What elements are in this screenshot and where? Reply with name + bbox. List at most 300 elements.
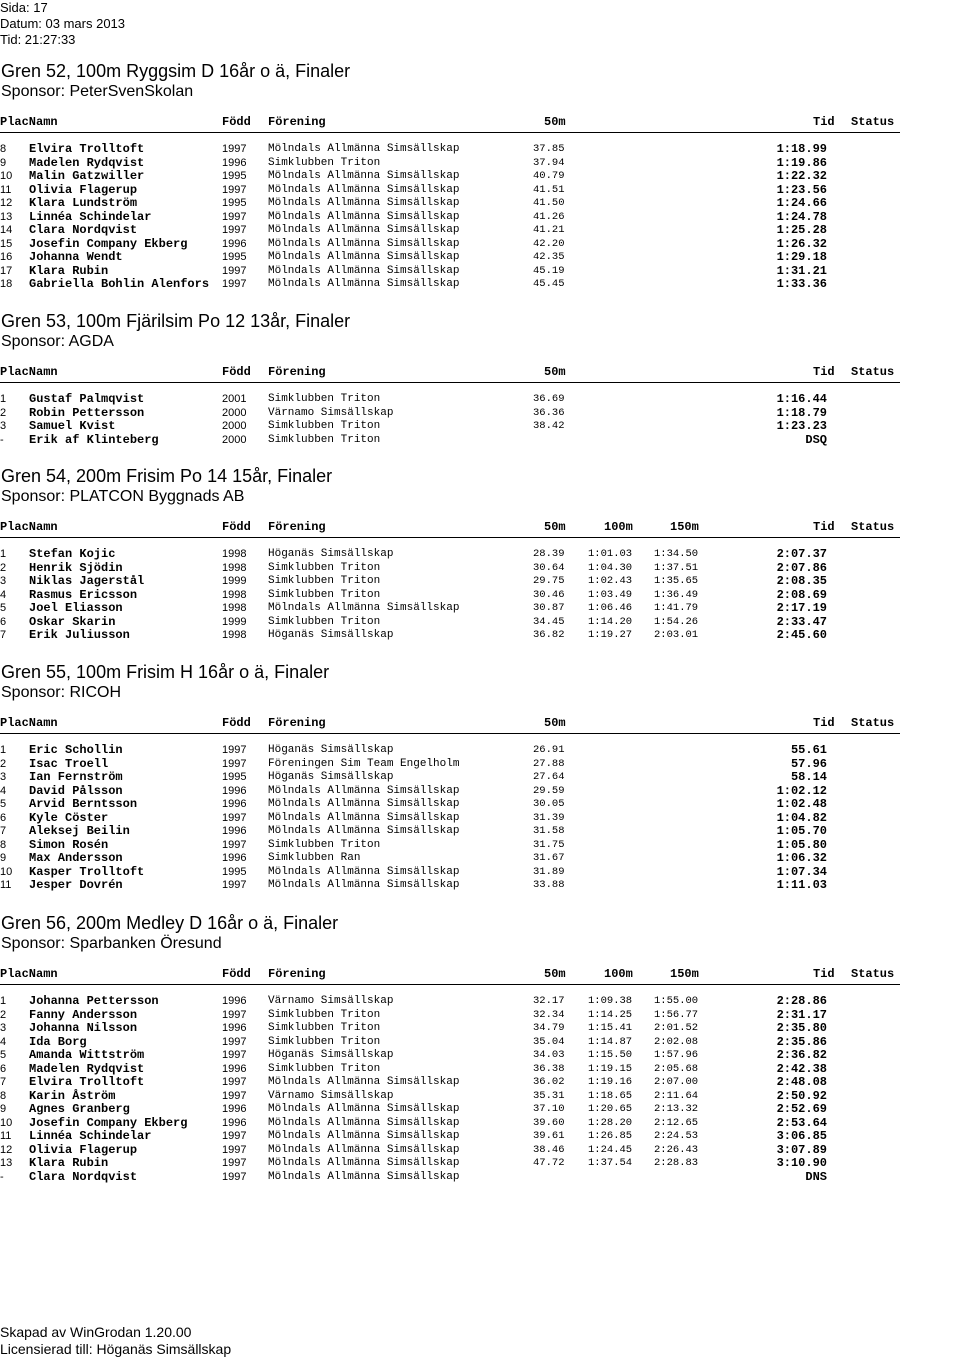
birth-year: 1997	[222, 264, 247, 277]
split-150m: 1:54.26	[654, 615, 699, 628]
split-150m: 1:56.77	[654, 1008, 699, 1021]
split-100m: 1:19.15	[588, 1062, 633, 1075]
club-name: Mölndals Allmänna Simsällskap	[268, 1076, 460, 1088]
result-row	[0, 879, 960, 893]
result-rows	[0, 995, 960, 1184]
placing: -	[0, 433, 4, 446]
col-forening: Förening	[268, 365, 326, 379]
placing: 1	[0, 393, 7, 405]
split-150m: 1:34.50	[654, 548, 699, 560]
final-time: 3:07.89	[776, 1142, 827, 1157]
placing: 4	[0, 1035, 7, 1048]
placing: 8	[0, 838, 7, 851]
club-name: Simklubben Triton	[268, 575, 381, 587]
split-50m: 30.87	[533, 602, 565, 614]
split-50m: 38.42	[533, 420, 565, 432]
birth-year: 1998	[222, 548, 247, 560]
swimmer-name: Linnéa Schindelar	[29, 209, 152, 224]
final-time: 2:50.92	[776, 1088, 827, 1103]
swimmer-name: Aleksej Beilin	[29, 824, 130, 838]
club-name: Simklubben Triton	[268, 1035, 381, 1048]
result-row	[0, 407, 960, 421]
final-time: 58.14	[790, 770, 827, 784]
result-row	[0, 852, 960, 866]
placing: 7	[0, 629, 7, 641]
birth-year: 1997	[222, 1076, 247, 1088]
split-50m: 36.69	[533, 393, 565, 405]
club-name: Mölndals Allmänna Simsällskap	[268, 798, 460, 810]
swimmer-name: Ida Borg	[29, 1034, 87, 1049]
event-section	[0, 61, 960, 292]
placing: 2	[0, 406, 7, 419]
swimmer-name: Rasmus Ericsson	[29, 587, 138, 602]
swimmer-name: Robin Pettersson	[29, 405, 145, 420]
split-100m: 1:24.45	[588, 1143, 633, 1156]
placing: 1	[0, 744, 7, 756]
birth-year: 1996	[222, 1062, 247, 1075]
split-100m: 1:14.87	[588, 1035, 633, 1048]
club-name: Värnamo Simsällskap	[268, 1089, 394, 1102]
birth-year: 1997	[222, 879, 247, 891]
final-time: 1:23.23	[776, 419, 827, 433]
club-name: Mölndals Allmänna Simsällskap	[268, 183, 460, 196]
result-row	[0, 184, 960, 198]
club-name: Mölndals Allmänna Simsällskap	[268, 278, 460, 290]
birth-year: 2000	[222, 433, 247, 446]
split-100m: 1:26.85	[588, 1130, 633, 1142]
club-name: Simklubben Triton	[268, 433, 381, 446]
header-rule	[0, 984, 900, 985]
club-name: Simklubben Triton	[268, 561, 381, 574]
result-rows	[0, 393, 960, 447]
col-50m: 50m	[544, 115, 566, 129]
split-150m: 2:13.32	[654, 1103, 699, 1115]
final-time: 2:35.86	[776, 1034, 827, 1049]
club-name: Mölndals Allmänna Simsällskap	[268, 224, 460, 236]
result-row	[0, 744, 960, 758]
final-time: 1:06.32	[776, 851, 827, 865]
page-number: Sida: 17	[0, 0, 48, 15]
split-100m: 1:02.43	[588, 575, 633, 587]
result-row	[0, 825, 960, 839]
swimmer-name: Clara Nordqvist	[29, 1169, 138, 1184]
club-name: Mölndals Allmänna Simsällskap	[268, 251, 460, 263]
result-row	[0, 575, 960, 589]
birth-year: 1997	[222, 1089, 247, 1102]
final-time: 1:07.34	[776, 864, 827, 879]
placing: 9	[0, 1103, 7, 1115]
col-150m: 150m	[670, 967, 699, 981]
swimmer-name: Max Andersson	[29, 851, 123, 865]
birth-year: 1996	[222, 237, 247, 250]
split-150m: 2:02.08	[654, 1035, 699, 1048]
placing: 6	[0, 615, 7, 628]
swimmer-name: Kasper Trolltoft	[29, 864, 145, 879]
column-header	[0, 965, 960, 984]
placing: 2	[0, 757, 7, 770]
club-name: Föreningen Sim Team Engelholm	[268, 757, 460, 770]
split-50m: 41.50	[533, 197, 565, 209]
swimmer-name: Olivia Flagerup	[29, 1142, 138, 1157]
col-tid: Tid	[813, 365, 835, 379]
final-time: 2:53.64	[776, 1115, 827, 1130]
placing: 10	[0, 865, 13, 878]
event-section	[0, 662, 960, 893]
club-name: Mölndals Allmänna Simsällskap	[268, 602, 460, 614]
club-name: Höganäs Simsällskap	[268, 629, 394, 641]
club-name: Simklubben Triton	[268, 156, 381, 169]
final-time: 2:48.08	[776, 1075, 827, 1089]
split-100m: 1:15.41	[588, 1022, 633, 1034]
col-forening: Förening	[268, 520, 326, 534]
result-row	[0, 265, 960, 279]
result-row	[0, 238, 960, 252]
split-150m: 2:03.01	[654, 629, 699, 641]
final-time: 1:24.78	[776, 209, 827, 224]
result-row	[0, 1130, 960, 1144]
split-100m: 1:01.03	[588, 548, 633, 560]
birth-year: 1996	[222, 798, 247, 810]
col-100m: 100m	[604, 967, 633, 981]
print-date: Datum: 03 mars 2013	[0, 16, 126, 31]
result-row	[0, 1063, 960, 1077]
final-time: 1:29.18	[776, 250, 827, 264]
split-50m: 31.89	[533, 865, 565, 878]
swimmer-name: Arvid Berntsson	[29, 797, 138, 811]
club-name: Simklubben Triton	[268, 1022, 381, 1034]
club-name: Mölndals Allmänna Simsällskap	[268, 811, 460, 824]
event-sponsor: Sponsor: PeterSvenSkolan	[1, 83, 194, 100]
swimmer-name: Fanny Andersson	[29, 1007, 138, 1022]
result-row	[0, 839, 960, 853]
swimmer-name: Gustaf Palmqvist	[29, 392, 145, 406]
event-sponsor: Sponsor: AGDA	[1, 333, 114, 350]
final-time: 2:28.86	[776, 994, 827, 1008]
swimmer-name: Clara Nordqvist	[29, 223, 138, 237]
split-50m: 41.21	[533, 224, 565, 236]
result-row	[0, 1171, 960, 1185]
swimmer-name: Erik Juliusson	[29, 628, 130, 642]
placing: 16	[0, 251, 13, 263]
split-150m: 2:26.43	[654, 1143, 699, 1156]
birth-year: 1997	[222, 811, 247, 824]
split-100m: 1:28.20	[588, 1116, 633, 1129]
birth-year: 1995	[222, 170, 247, 182]
split-50m: 42.35	[533, 251, 565, 263]
event-title: Gren 53, 100m Fjärilsim Po 12 13år, Finaler	[1, 311, 351, 331]
split-50m: 27.88	[533, 757, 565, 770]
result-row	[0, 393, 960, 407]
result-row	[0, 157, 960, 171]
split-50m: 39.60	[533, 1116, 565, 1129]
event-section	[0, 466, 960, 643]
licensed-to: Licensierad till: Höganäs Simsällskap	[0, 1341, 232, 1357]
col-status: Status	[851, 967, 895, 981]
swimmer-name: Klara Lundström	[29, 196, 138, 210]
result-row	[0, 616, 960, 630]
split-100m: 1:18.65	[588, 1089, 633, 1102]
split-50m: 41.26	[533, 210, 565, 223]
birth-year: 1997	[222, 224, 247, 236]
result-row	[0, 602, 960, 616]
col-150m: 150m	[670, 520, 699, 534]
placing: 15	[0, 237, 13, 250]
birth-year: 1997	[222, 143, 247, 155]
final-time: 1:18.99	[776, 142, 827, 156]
split-100m: 1:14.20	[588, 615, 633, 628]
split-150m: 2:12.65	[654, 1116, 699, 1129]
col-status: Status	[851, 716, 895, 730]
birth-year: 1996	[222, 784, 247, 797]
event-title: Gren 56, 200m Medley D 16år o ä, Finaler	[1, 913, 339, 933]
birth-year: 1995	[222, 197, 247, 209]
result-row	[0, 143, 960, 157]
birth-year: 1995	[222, 251, 247, 263]
placing: 3	[0, 1022, 7, 1034]
placing: 13	[0, 210, 13, 223]
placing: 4	[0, 588, 7, 601]
col-fodd: Född	[222, 716, 251, 730]
club-name: Simklubben Triton	[268, 1008, 381, 1021]
split-100m: 1:20.65	[588, 1103, 633, 1115]
birth-year: 1997	[222, 744, 247, 756]
club-name: Mölndals Allmänna Simsällskap	[268, 1130, 460, 1142]
club-name: Mölndals Allmänna Simsällskap	[268, 210, 460, 223]
result-row	[0, 1036, 960, 1050]
result-row	[0, 562, 960, 576]
created-by: Skapad av WinGrodan 1.20.00	[0, 1324, 192, 1340]
split-150m: 1:55.00	[654, 995, 699, 1007]
split-50m: 40.79	[533, 170, 565, 182]
event-sponsor: Sponsor: RICOH	[1, 684, 122, 701]
club-name: Mölndals Allmänna Simsällskap	[268, 1157, 460, 1169]
result-row	[0, 211, 960, 225]
split-50m: 41.51	[533, 183, 565, 196]
swimmer-name: Gabriella Bohlin Alenfors	[29, 277, 210, 291]
split-100m: 1:14.25	[588, 1008, 633, 1021]
col-fodd: Född	[222, 520, 251, 534]
final-time: 1:26.32	[776, 236, 827, 251]
placing: 6	[0, 1062, 7, 1075]
placing: 12	[0, 1143, 13, 1156]
result-row	[0, 251, 960, 265]
event-title: Gren 52, 100m Ryggsim D 16år o ä, Finaler	[1, 61, 351, 81]
result-row	[0, 812, 960, 826]
placing: 3	[0, 575, 7, 587]
split-100m: 1:09.38	[588, 995, 633, 1007]
swimmer-name: Klara Rubin	[29, 1156, 109, 1170]
column-header	[0, 363, 960, 382]
swimmer-name: Agnes Granberg	[29, 1102, 130, 1116]
placing: 13	[0, 1157, 13, 1169]
birth-year: 1997	[222, 210, 247, 223]
club-name: Mölndals Allmänna Simsällskap	[268, 143, 460, 155]
split-50m: 36.82	[533, 629, 565, 641]
placing: 18	[0, 278, 13, 290]
swimmer-name: Olivia Flagerup	[29, 182, 138, 197]
col-tid: Tid	[813, 520, 835, 534]
col-tid: Tid	[813, 115, 835, 129]
birth-year: 1997	[222, 1008, 247, 1021]
result-row	[0, 589, 960, 603]
birth-year: 1997	[222, 1170, 247, 1183]
col-50m: 50m	[544, 716, 566, 730]
placing: 7	[0, 1076, 7, 1088]
split-50m: 30.64	[533, 561, 565, 574]
club-name: Mölndals Allmänna Simsällskap	[268, 264, 460, 277]
split-50m: 36.38	[533, 1062, 565, 1075]
swimmer-name: Madelen Rydqvist	[29, 1061, 145, 1076]
swimmer-name: Karin Åström	[29, 1088, 116, 1103]
split-100m: 1:19.27	[588, 629, 633, 641]
col-tid: Tid	[813, 716, 835, 730]
final-time: 1:25.28	[776, 223, 827, 237]
birth-year: 1996	[222, 156, 247, 169]
result-row	[0, 785, 960, 799]
birth-year: 2001	[222, 393, 247, 405]
final-time: 2:17.19	[776, 601, 827, 615]
result-row	[0, 758, 960, 772]
club-name: Mölndals Allmänna Simsällskap	[268, 879, 460, 891]
result-row	[0, 434, 960, 448]
birth-year: 2000	[222, 406, 247, 419]
result-row	[0, 995, 960, 1009]
club-name: Mölndals Allmänna Simsällskap	[268, 1170, 460, 1183]
split-150m: 1:37.51	[654, 561, 699, 574]
swimmer-name: Elvira Trolltoft	[29, 142, 145, 156]
placing: 17	[0, 264, 13, 277]
col-fodd: Född	[222, 115, 251, 129]
split-50m: 31.75	[533, 838, 565, 851]
club-name: Simklubben Triton	[268, 838, 381, 851]
birth-year: 1997	[222, 183, 247, 196]
swimmer-name: Josefin Company Ekberg	[29, 236, 188, 251]
club-name: Simklubben Triton	[268, 588, 381, 601]
swimmer-name: Linnéa Schindelar	[29, 1129, 152, 1143]
split-50m: 31.58	[533, 825, 565, 837]
club-name: Simklubben Triton	[268, 1062, 381, 1075]
club-name: Höganäs Simsällskap	[268, 744, 394, 756]
col-plac-namn: PlacNamn	[0, 520, 58, 534]
final-time: 1:18.79	[776, 405, 827, 420]
event-title: Gren 54, 200m Frisim Po 14 15år, Finaler	[1, 466, 333, 486]
col-plac-namn: PlacNamn	[0, 365, 58, 379]
placing: 1	[0, 548, 7, 560]
final-time: 1:33.36	[776, 277, 827, 291]
birth-year: 1996	[222, 1103, 247, 1115]
placing: 5	[0, 798, 7, 810]
placing: 12	[0, 197, 13, 209]
split-50m: 42.20	[533, 237, 565, 250]
result-row	[0, 798, 960, 812]
col-plac-namn: PlacNamn	[0, 967, 58, 981]
swimmer-name: Amanda Wittström	[29, 1048, 145, 1062]
final-time: 2:31.17	[776, 1007, 827, 1022]
placing: 2	[0, 561, 7, 574]
final-time: 2:07.37	[776, 547, 827, 561]
final-time: 3:06.85	[776, 1129, 827, 1143]
split-50m: 34.03	[533, 1049, 565, 1061]
header-rule	[0, 537, 900, 538]
swimmer-name: David Pålsson	[29, 783, 123, 798]
split-50m: 36.36	[533, 406, 565, 419]
final-time: 2:45.60	[776, 628, 827, 642]
split-150m: 1:35.65	[654, 575, 699, 587]
split-50m: 38.46	[533, 1143, 565, 1156]
birth-year: 1995	[222, 771, 247, 783]
header-rule	[0, 382, 900, 383]
birth-year: 2000	[222, 420, 247, 432]
club-name: Simklubben Triton	[268, 393, 381, 405]
club-name: Höganäs Simsällskap	[268, 548, 394, 560]
swimmer-name: Eric Schollin	[29, 743, 123, 757]
swimmer-name: Jesper Dovrén	[29, 878, 123, 892]
club-name: Värnamo Simsällskap	[268, 406, 394, 419]
swimmer-name: Isac Troell	[29, 756, 109, 771]
header-rule	[0, 132, 900, 133]
col-forening: Förening	[268, 115, 326, 129]
split-100m: 1:19.16	[588, 1076, 633, 1088]
birth-year: 1997	[222, 1035, 247, 1048]
club-name: Mölndals Allmänna Simsällskap	[268, 784, 460, 797]
birth-year: 1997	[222, 838, 247, 851]
birth-year: 1996	[222, 1116, 247, 1129]
split-50m: 32.34	[533, 1008, 565, 1021]
final-time: DSQ	[805, 432, 827, 447]
placing: 2	[0, 1008, 7, 1021]
birth-year: 1997	[222, 278, 247, 290]
club-name: Simklubben Triton	[268, 615, 381, 628]
birth-year: 1997	[222, 1143, 247, 1156]
split-150m: 2:11.64	[654, 1089, 699, 1102]
club-name: Mölndals Allmänna Simsällskap	[268, 865, 460, 878]
final-time: 1:02.48	[776, 797, 827, 811]
page-header	[0, 0, 125, 48]
final-time: 2:33.47	[776, 614, 827, 629]
split-50m: 37.94	[533, 156, 565, 169]
birth-year: 1995	[222, 865, 247, 878]
col-100m: 100m	[604, 520, 633, 534]
split-50m: 35.31	[533, 1089, 565, 1102]
column-header	[0, 714, 960, 733]
placing: 11	[0, 1130, 12, 1142]
split-50m: 37.85	[533, 143, 565, 155]
club-name: Simklubben Triton	[268, 420, 381, 432]
club-name: Mölndals Allmänna Simsällskap	[268, 825, 460, 837]
split-150m: 2:07.00	[654, 1076, 699, 1088]
split-50m: 27.64	[533, 771, 565, 783]
split-100m: 1:03.49	[588, 588, 633, 601]
split-50m: 36.02	[533, 1076, 565, 1088]
result-row	[0, 1157, 960, 1171]
result-row	[0, 1144, 960, 1158]
final-time: 2:52.69	[776, 1102, 827, 1116]
birth-year: 1996	[222, 1022, 247, 1034]
final-time: 2:08.69	[776, 587, 827, 602]
result-row	[0, 170, 960, 184]
split-50m: 30.05	[533, 798, 565, 810]
col-forening: Förening	[268, 967, 326, 981]
event-sponsor: Sponsor: PLATCON Byggnads AB	[1, 488, 245, 505]
split-150m: 2:05.68	[654, 1062, 699, 1075]
final-time: 3:10.90	[776, 1156, 827, 1170]
swimmer-name: Oskar Skarin	[29, 614, 116, 629]
placing: 5	[0, 602, 7, 614]
club-name: Mölndals Allmänna Simsällskap	[268, 197, 460, 209]
col-status: Status	[851, 520, 895, 534]
result-row	[0, 197, 960, 211]
club-name: Mölndals Allmänna Simsällskap	[268, 1116, 460, 1129]
